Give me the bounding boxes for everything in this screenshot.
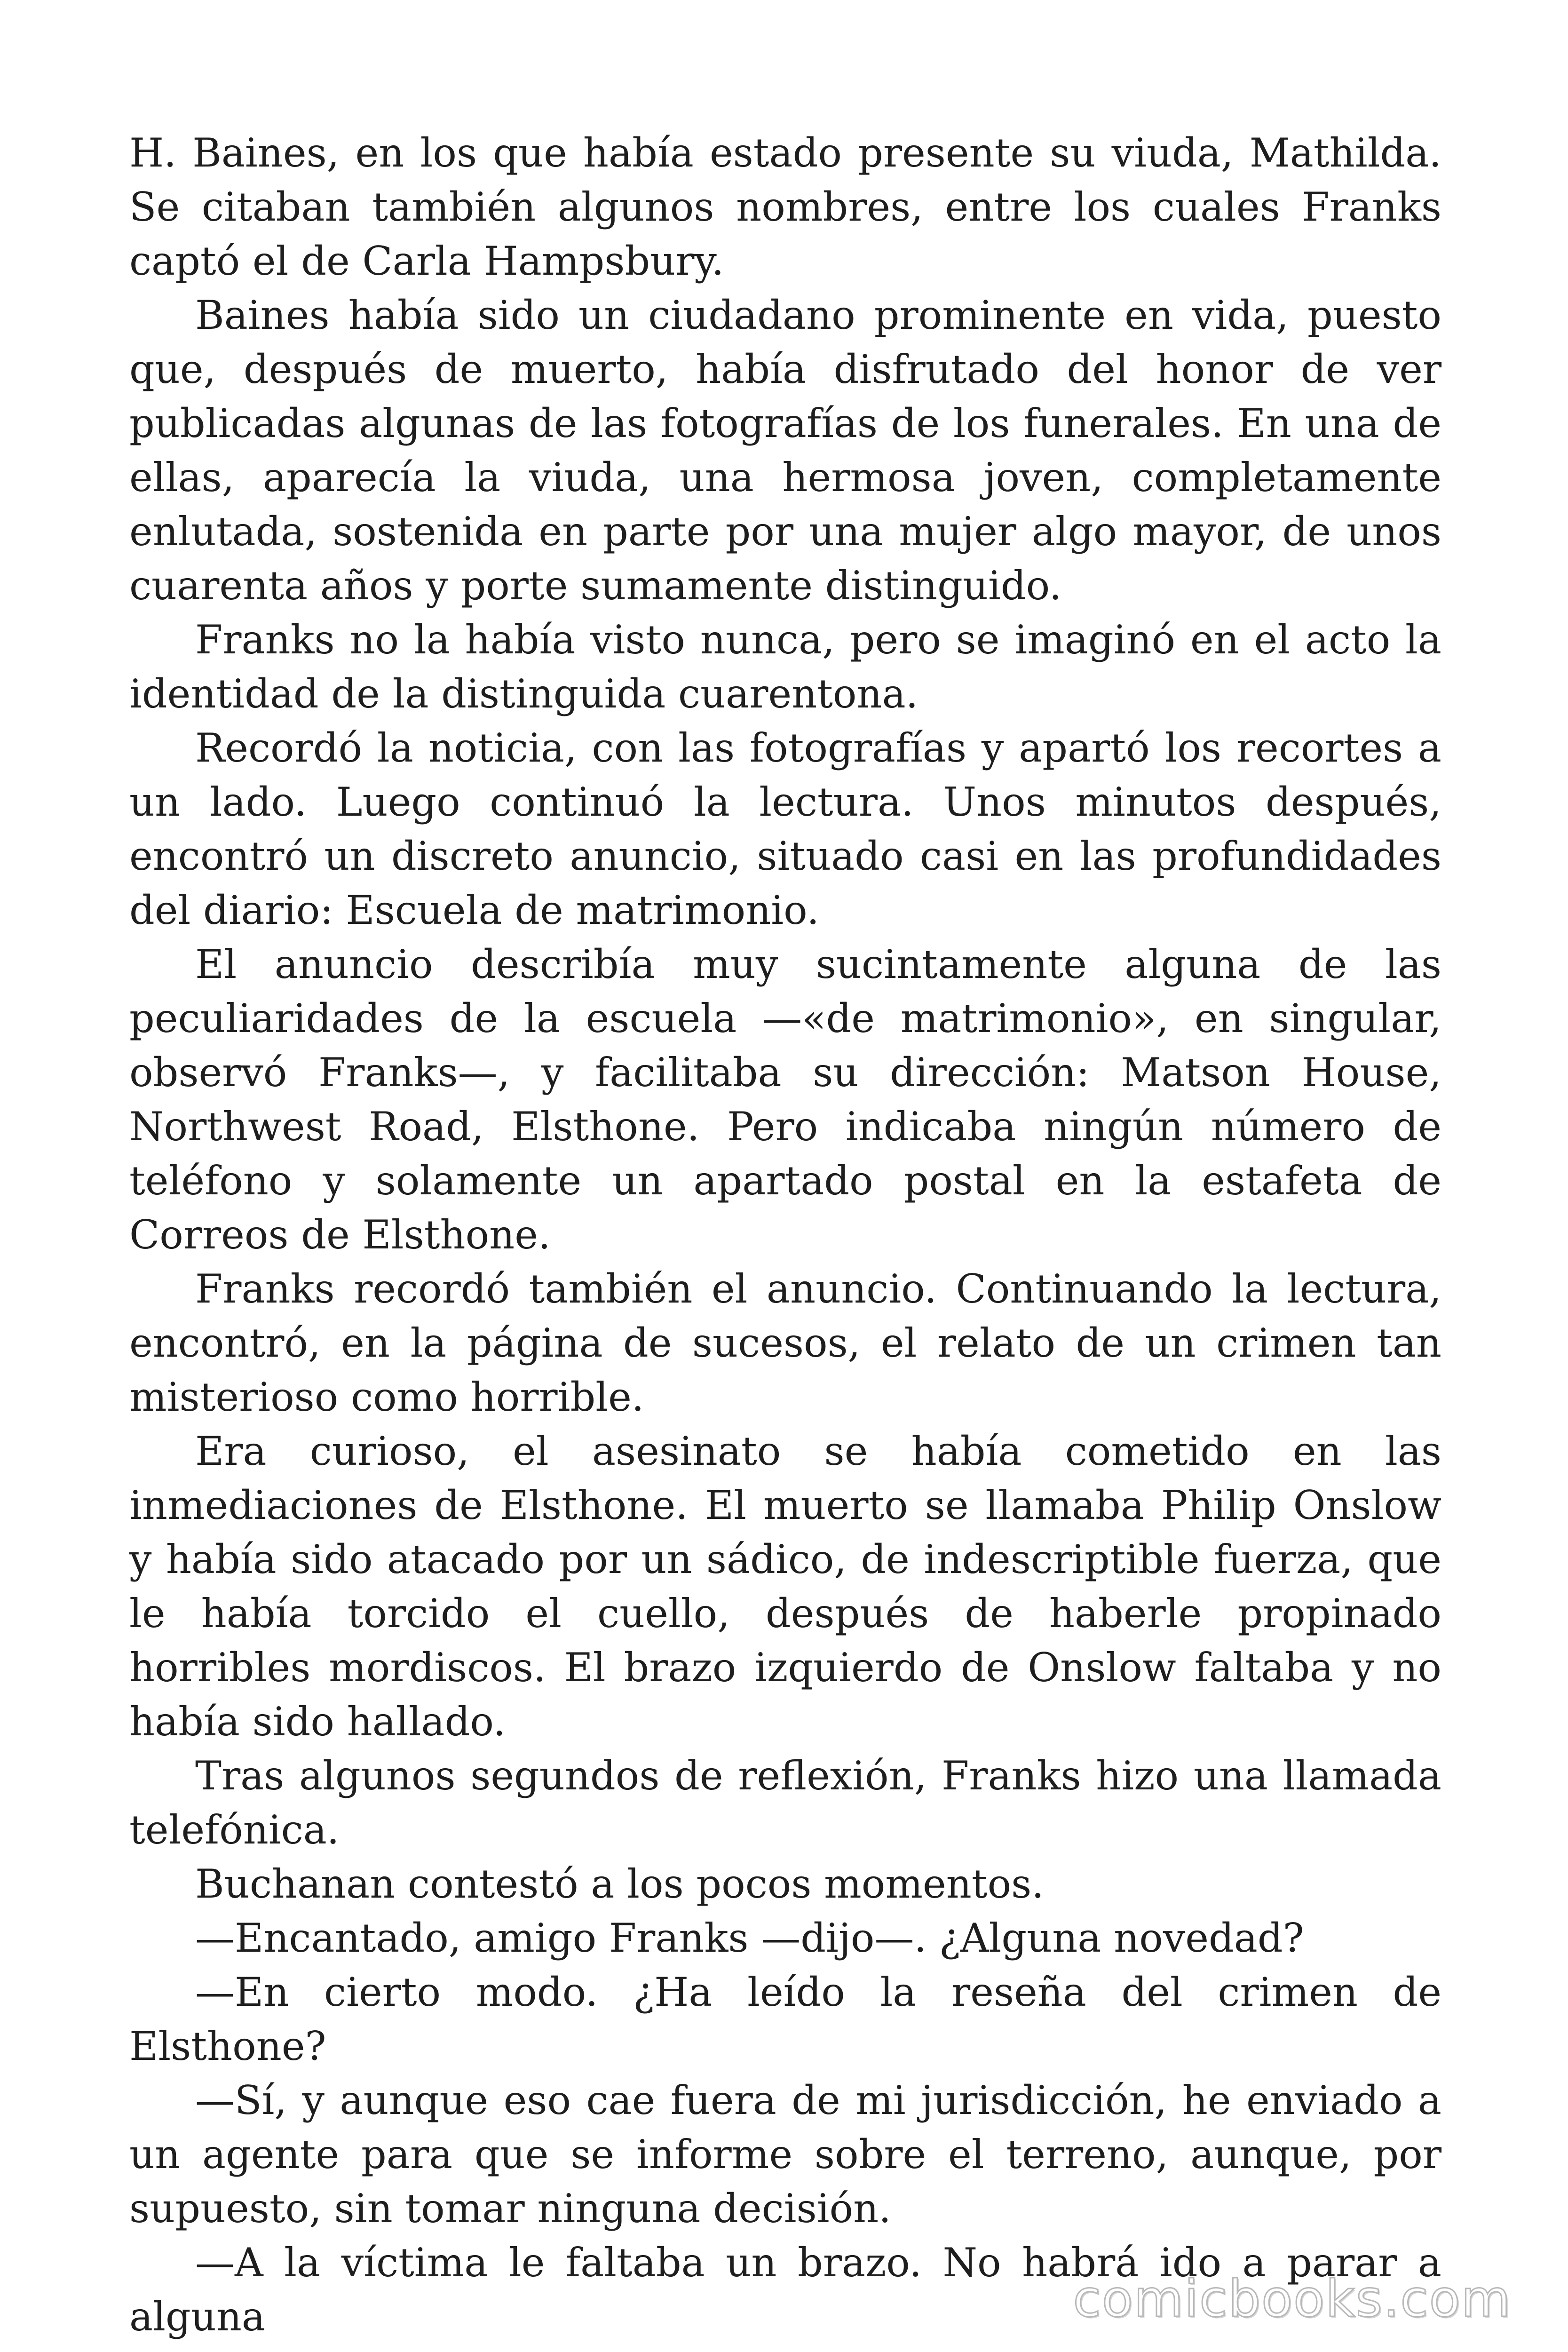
- paragraph-5: El anuncio describía muy sucintamente alguna de las peculiaridades de la escuela —«de matrimonio», en singular, observó Franks—, y facilitaba su dirección: Matson House, Northwest Road, Elsthone. Pero indicaba ningún número de teléfono y solamente un apartado postal en la estafeta de Correos de Elsthone.: [129, 941, 1441, 1258]
- paragraph-8: Tras algunos segundos de reflexión, Franks hizo una llamada telefónica.: [129, 1753, 1441, 1853]
- paragraph-13: —A la víctima le faltaba un brazo. No habrá ido a parar a alguna: [129, 2240, 1441, 2340]
- paragraph-7: Era curioso, el asesinato se había cometido en las inmediaciones de Elsthone. El muerto se llamaba Philip Onslow y había sido atacado por un sádico, de indescriptible fuerza, que le había torcido el cuello, después de haberle propinado horribles mordiscos. El brazo izquierdo de Onslow faltaba y no había sido hallado.: [129, 1428, 1441, 1745]
- paragraph-3: Franks no la había visto nunca, pero se imaginó en el acto la identidad de la distinguida cuarentona.: [129, 617, 1441, 717]
- paragraph-6: Franks recordó también el anuncio. Continuando la lectura, encontró, en la página de sucesos, el relato de un crimen tan misterioso como horrible.: [129, 1266, 1441, 1420]
- paragraph-11: —En cierto modo. ¿Ha leído la reseña del crimen de Elsthone?: [129, 1969, 1441, 2069]
- paragraph-10: —Encantado, amigo Franks —dijo—. ¿Alguna novedad?: [195, 1915, 1304, 1961]
- paragraph-12: —Sí, y aunque eso cae fuera de mi jurisdicción, he enviado a un agente para que se informe sobre el terreno, aunque, por supuesto, sin tomar ninguna decisión.: [129, 2077, 1441, 2232]
- body-text: [129, 126, 1441, 2344]
- paragraph-1: H. Baines, en los que había estado presente su viuda, Mathilda. Se citaban también algunos nombres, entre los cuales Franks captó el de Carla Hampsbury.: [129, 130, 1441, 284]
- watermark: comicbooks.com: [1073, 2270, 1512, 2328]
- paragraph-4: Recordó la noticia, con las fotografías y apartó los recortes a un lado. Luego continuó la lectura. Unos minutos después, encontró un discreto anuncio, situado casi en las profundidades del diario: Escuela de matrimonio.: [129, 725, 1441, 933]
- paragraph-9: Buchanan contestó a los pocos momentos.: [195, 1861, 1044, 1907]
- paragraph-2: Baines había sido un ciudadano prominente en vida, puesto que, después de muerto, había disfrutado del honor de ver publicadas algunas de las fotografías de los funerales. En una de ellas, aparecía la viuda, una hermosa joven, completamente enlutada, sostenida en parte por una mujer algo mayor, de unos cuarenta años y porte sumamente distinguido.: [129, 292, 1441, 609]
